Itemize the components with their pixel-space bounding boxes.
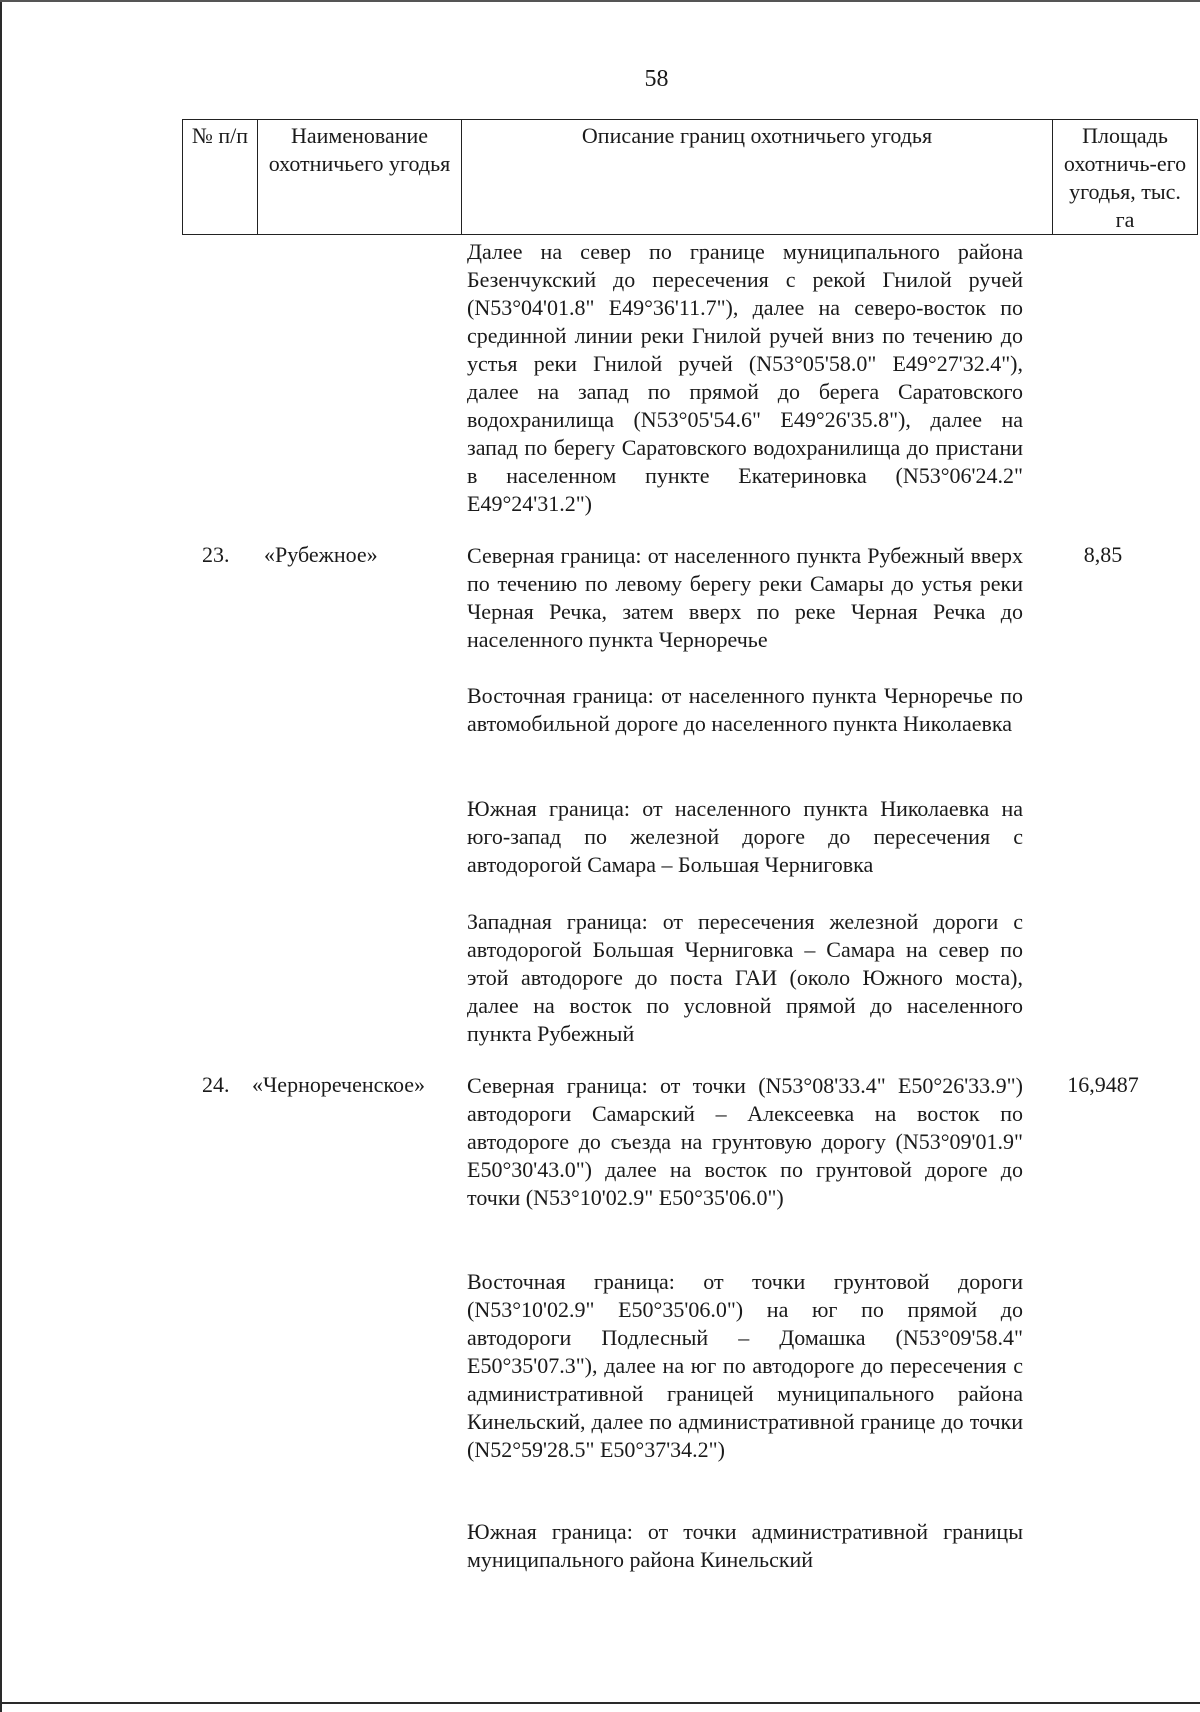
row-name: «Рубежное»: [264, 542, 378, 567]
row-name: «Чернореченское»: [252, 1072, 426, 1097]
scan-edge: [0, 0, 1200, 2]
boundary-paragraph: Северная граница: от точки (N53°08'33.4" E50°26'33.9") автодороги Самарский – Алексеевка на восток по автодороге до съезда на грунтовую дорогу (N53°09'01.9" E50°30'43.0") далее на восток по грунтовой дороге до точки (N53°10'02.9" E50°35'06.0"): [467, 1073, 1023, 1210]
scan-edge: [0, 1702, 1200, 1704]
boundary-paragraph: Южная граница: от точки административной границы муниципального района Кинельский: [467, 1519, 1023, 1572]
row-number: 24.: [202, 1072, 230, 1097]
header-description: Описание границ охотничьего угодья: [462, 120, 1053, 235]
boundary-paragraph: Восточная граница: от точки грунтовой дороги (N53°10'02.9" E50°35'06.0") на юг по прямой до автодороги Подлесный – Домашка (N53°09'58.4" E50°35'07.3"), далее на юг по автодороге до пересечения с административной границей муниципального района Кинельский, далее по административной границе до точки (N52°59'28.5" E50°37'34.2"): [467, 1269, 1023, 1462]
boundary-paragraph: Южная граница: от населенного пункта Николаевка на юго-запад по железной дороге до пересечения с автодорогой Самара – Большая Черниговка: [467, 796, 1023, 877]
row-area: 16,9487: [1067, 1072, 1139, 1097]
row-number: 23.: [202, 542, 230, 567]
header-number: № п/п: [183, 120, 258, 235]
header-area: Площадь охотничь-его угодья, тыс. га: [1053, 120, 1198, 235]
boundary-paragraph: Восточная граница: от населенного пункта Черноречье по автомобильной дороге до населенного пункта Николаевка: [467, 683, 1023, 736]
table-header: [182, 119, 1198, 235]
row-area: 8,85: [1083, 542, 1123, 567]
boundary-paragraph: Северная граница: от населенного пункта Рубежный вверх по течению по левому берегу реки Самары до устья реки Черная Речка, затем вверх по реке Черная Речка до населенного пункта Черноречье: [467, 543, 1023, 652]
header-name: Наименование охотничьего угодья: [258, 120, 462, 235]
boundary-paragraph: Западная граница: от пересечения железной дороги с автодорогой Большая Черниговка – Самара на север по этой автодороге до поста ГАИ (около Южного моста), далее на восток по условной прямой до населенного пункта Рубежный: [467, 909, 1023, 1046]
continuation-text: Далее на север по границе муниципального района Безенчукский до пересечения с рекой Гнилой ручей (N53°04'01.8" E49°36'11.7"), далее на северо-восток по срединной линии реки Гнилой ручей вниз по течению до устья реки Гнилой ручей (N53°05'58.0" E49°27'32.4"), далее на запад по прямой до берега Саратовского водохранилища (N53°05'54.6" E49°26'35.8"), далее на запад по берегу Саратовского водохранилища до пристани в населенном пункте Екатериновка (N53°06'24.2" E49°24'31.2"): [467, 239, 1023, 516]
scan-edge: [0, 0, 2, 1712]
page-number: 58: [644, 66, 669, 92]
